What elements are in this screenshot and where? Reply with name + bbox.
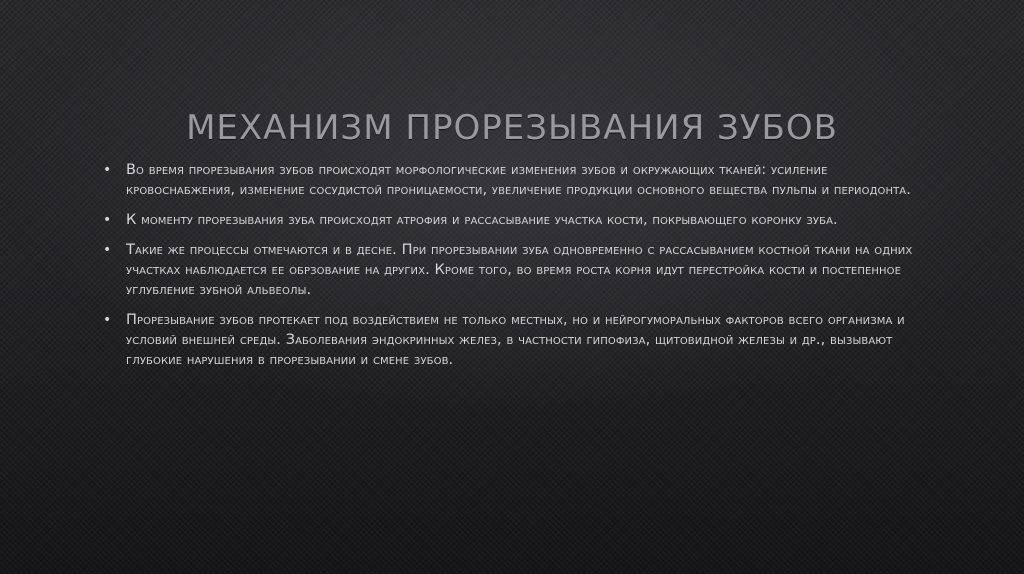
bullet-marker: •: [103, 312, 112, 328]
bullet-item: [103, 240, 938, 300]
bullet-text: Во время прорезывания зубов происходят морфологические изменения зубов и окружающих тканей: усиление кровоснабжения, изменение сосудистой проницаемости, увеличение продукции основного вещества пульпы и периодонта.: [126, 162, 911, 198]
bullet-text: Прорезывание зубов протекает под воздействием не только местных, но и нейрогуморальных факторов всего организма и условий внешней среды. Заболевания эндокринных желез, в частности гипофиза, щитовидной железы и др., вызывают глубокие нарушения в прорезывании и смене зубов.: [126, 312, 905, 368]
bullet-item: [103, 210, 938, 230]
bullet-marker: •: [103, 212, 112, 228]
bullet-item: [103, 310, 938, 370]
bullet-marker: •: [103, 242, 112, 258]
bullet-list: [103, 160, 938, 380]
bullet-marker: •: [103, 162, 112, 178]
slide-title: МЕХАНИЗМ ПРОРЕЗЫВАНИЯ ЗУБОВ: [186, 108, 838, 148]
bullet-text: К моменту прорезывания зуба происходят атрофия и рассасывание участка кости, покрывающего коронку зуба.: [126, 212, 838, 228]
bullet-item: [103, 160, 938, 200]
bullet-text: Такие же процессы отмечаются и в десне. При прорезывании зуба одновременно с рассасыванием костной ткани на одних участках наблюдается ее обрзование на других. Кроме того, во время роста корня идут перестройка кости и постепенное углубление зубной альвеолы.: [126, 242, 913, 298]
